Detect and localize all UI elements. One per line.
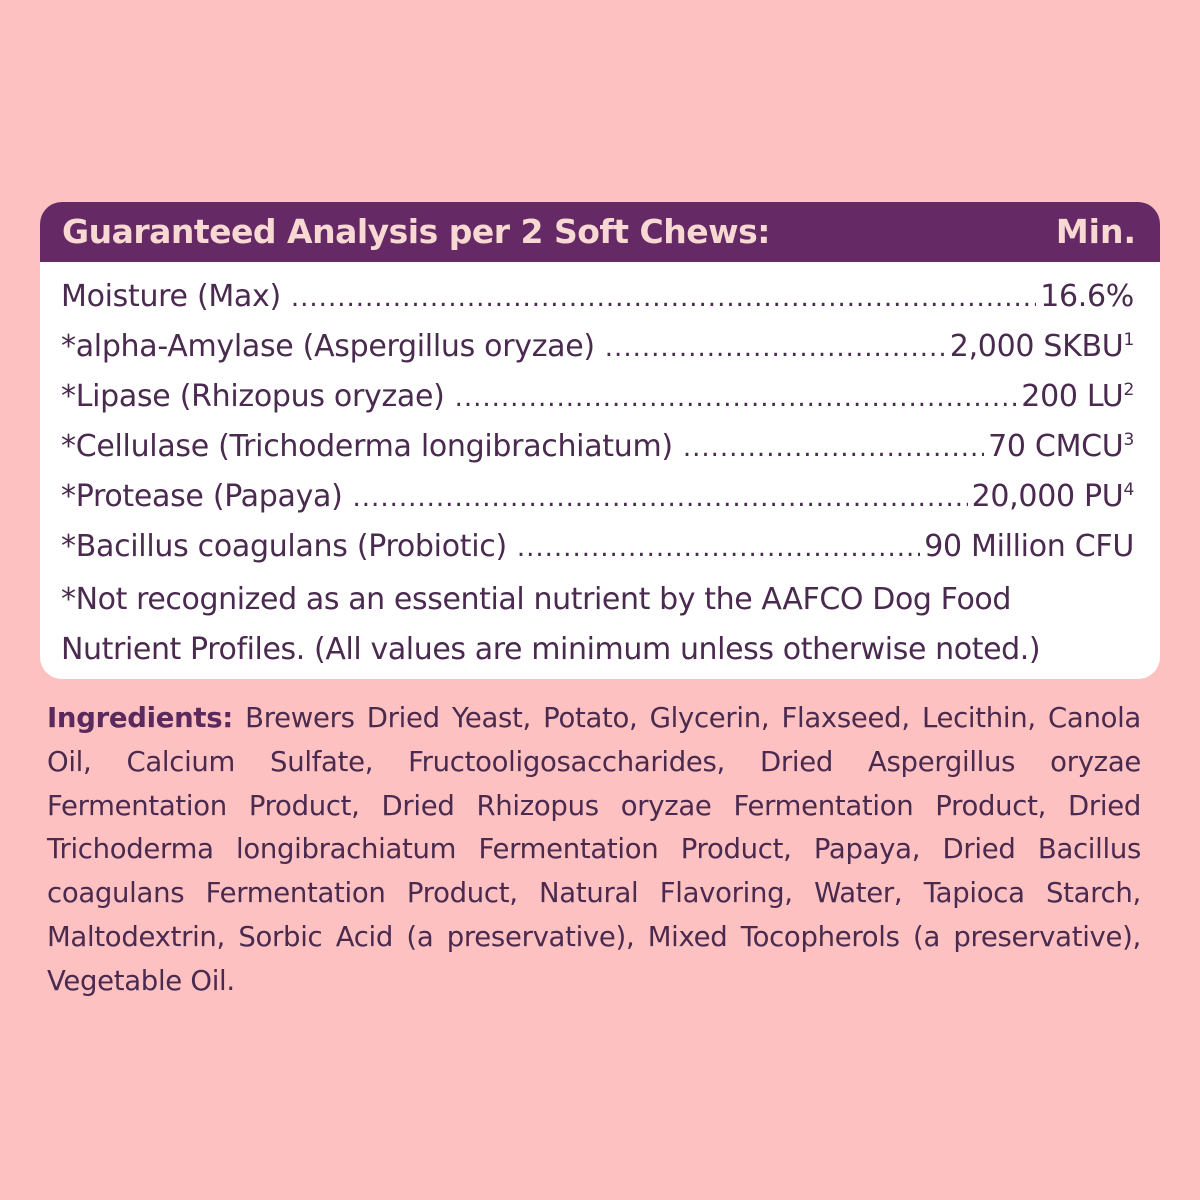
dot-leader <box>291 276 1036 320</box>
nutrient-value: 2,000 SKBU$^1$ <box>949 329 1134 364</box>
dot-leader <box>455 376 1018 420</box>
dot-leader <box>605 326 946 370</box>
analysis-title: Guaranteed Analysis per 2 Soft Chews: <box>62 212 770 251</box>
dot-leader <box>353 476 968 520</box>
analysis-row <box>61 375 1134 425</box>
nutrient-name: *Bacillus coagulans (Probiotic) <box>61 529 507 564</box>
nutrient-name: *Protease (Papaya) <box>61 479 343 514</box>
nutrient-value: 16.6% <box>1040 279 1134 314</box>
aafco-footnote <box>61 575 1151 675</box>
analysis-header <box>40 202 1160 262</box>
min-label: Min. <box>1055 212 1136 251</box>
analysis-row <box>61 425 1134 475</box>
ingredients-list: Brewers Dried Yeast, Potato, Glycerin, Flaxseed, Lecithin, Canola Oil, Calcium Sulfate, Fructooligosaccharides, Dried Aspergillus oryzae Fermentation Product, Dried Rhizopus oryzae Fermentation Product, Dried Trichoderma longibrachiatum Fermentation Product, Papaya, Dried Bacillus coagulans Fermentation Product, Natural Flavoring, Water, Tapioca Starch, Maltodextrin, Sorbic Acid (a preservative), Mixed Tocopherols (a preservative), Vegetable Oil. <box>47 702 1141 997</box>
nutrient-name: *Lipase (Rhizopus oryzae) <box>61 379 445 414</box>
nutrient-name: Moisture (Max) <box>61 279 281 314</box>
nutrient-value: 70 CMCU$^3$ <box>988 429 1134 464</box>
nutrient-value: 200 $LU^2$ <box>1021 379 1134 414</box>
analysis-row <box>61 525 1134 575</box>
nutrient-value: 90 Million CFU <box>924 529 1134 564</box>
analysis-row <box>61 275 1134 325</box>
footnote-marker: 4 <box>1123 480 1134 500</box>
nutrient-value: 20,000 $PU^4$ <box>971 479 1134 514</box>
ingredients-paragraph <box>47 697 1141 1004</box>
analysis-row <box>61 325 1134 375</box>
dot-leader <box>517 526 920 570</box>
ingredients-label: Ingredients: <box>47 702 233 734</box>
nutrient-name: *alpha-Amylase (Aspergillus oryzae) <box>61 329 595 364</box>
footnote-marker: 3 <box>1123 430 1134 450</box>
footnote-line: *Not recognized as an essential nutrient by the AAFCO Dog Food <box>61 582 1012 617</box>
footnote-line: Nutrient Profiles. (All values are minimum unless otherwise noted.) <box>61 632 1041 667</box>
footnote-marker: 2 <box>1123 380 1134 400</box>
guaranteed-analysis-panel <box>40 202 1160 679</box>
analysis-row <box>61 475 1134 525</box>
nutrient-name: *Cellulase (Trichoderma longibrachiatum) <box>61 429 673 464</box>
footnote-marker: 1 <box>1123 330 1134 350</box>
analysis-rows <box>61 275 1134 575</box>
dot-leader <box>683 426 984 470</box>
